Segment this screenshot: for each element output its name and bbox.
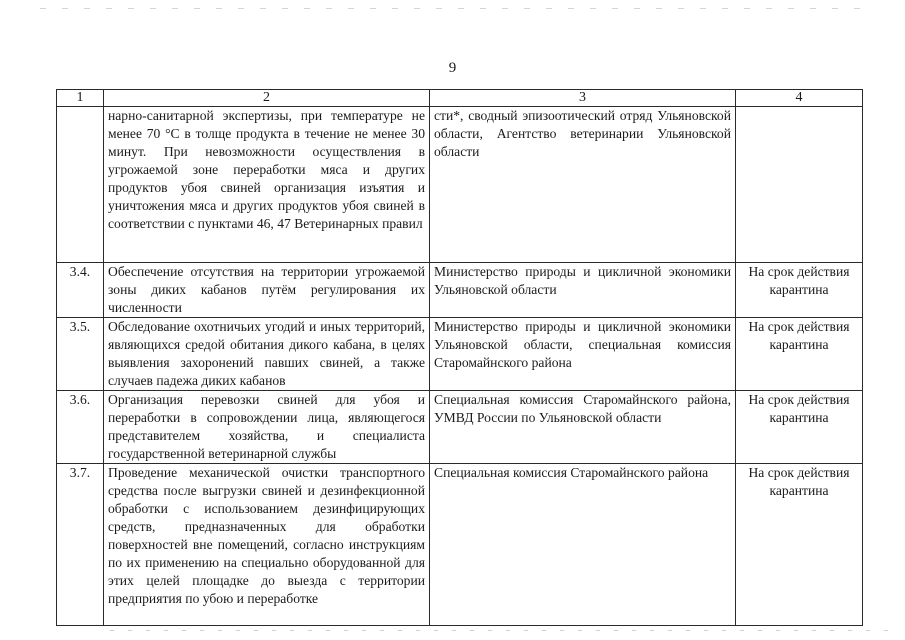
responsible-cell: Специальная комиссия Старомайнского района, УМВД России по Ульяновской области [430, 391, 736, 464]
table-row [57, 318, 863, 391]
measure-cell: Обеспечение отсутствия на территории угрожаемой зоны диких кабанов путём регулирования их численности [104, 263, 430, 318]
header-col-1: 1 [57, 90, 104, 107]
term-cell [736, 107, 863, 263]
term-cell: На срок действия карантина [736, 263, 863, 318]
table-row [57, 107, 863, 263]
responsible-cell: сти*, сводный эпизоотический отряд Ульяновской области, Агентство ветеринарии Ульяновской области [430, 107, 736, 263]
row-number: 3.7. [57, 464, 104, 626]
quarantine-measures-table [56, 89, 863, 626]
row-number [57, 107, 104, 263]
term-cell: На срок действия карантина [736, 318, 863, 391]
header-col-4: 4 [736, 90, 863, 107]
responsible-cell: Министерство природы и цикличной экономики Ульяновской области, специальная комиссия Старомайнского района [430, 318, 736, 391]
scan-artifact-bottom [110, 630, 890, 631]
scan-artifact-top [40, 8, 860, 9]
term-cell: На срок действия карантина [736, 391, 863, 464]
header-col-3: 3 [430, 90, 736, 107]
table-row [57, 391, 863, 464]
header-col-2: 2 [104, 90, 430, 107]
measure-cell: Обследование охотничьих угодий и иных территорий, являющихся средой обитания дикого кабана, в целях выявления захоронений павших свиней, а также случаев падежа диких кабанов [104, 318, 430, 391]
row-number: 3.5. [57, 318, 104, 391]
responsible-cell: Министерство природы и цикличной экономики Ульяновской области [430, 263, 736, 318]
table-row [57, 464, 863, 626]
row-number: 3.6. [57, 391, 104, 464]
measure-cell: Организация перевозки свиней для убоя и переработки в сопровождении лица, являющегося представителем хозяйства, и специалиста государственной ветеринарной службы [104, 391, 430, 464]
term-cell: На срок действия карантина [736, 464, 863, 626]
table-row [57, 263, 863, 318]
page-number: 9 [448, 60, 457, 76]
measure-cell: Проведение механической очистки транспортного средства после выгрузки свиней и дезинфекционной обработки с использованием дезинфицирующих средств, предназначенных для обработки поверхностей вне помещений, согласно инструкциям по их применению на специально оборудованной для этих целей площадке до выезда с территории предприятия по убою и переработке [104, 464, 430, 626]
row-number: 3.4. [57, 263, 104, 318]
measure-cell: нарно-санитарной экспертизы, при температуре не менее 70 °С в толще продукта в течение не менее 30 минут. При невозможности осуществления в угрожаемой зоне переработки мяса и других продуктов убоя свиней организация изъятия и уничтожения мяса и других продуктов убоя свиней в соответствии с пунктами 46, 47 Ветеринарных правил [104, 107, 430, 263]
responsible-cell: Специальная комиссия Старомайнского района [430, 464, 736, 626]
table-header-row [57, 90, 863, 107]
